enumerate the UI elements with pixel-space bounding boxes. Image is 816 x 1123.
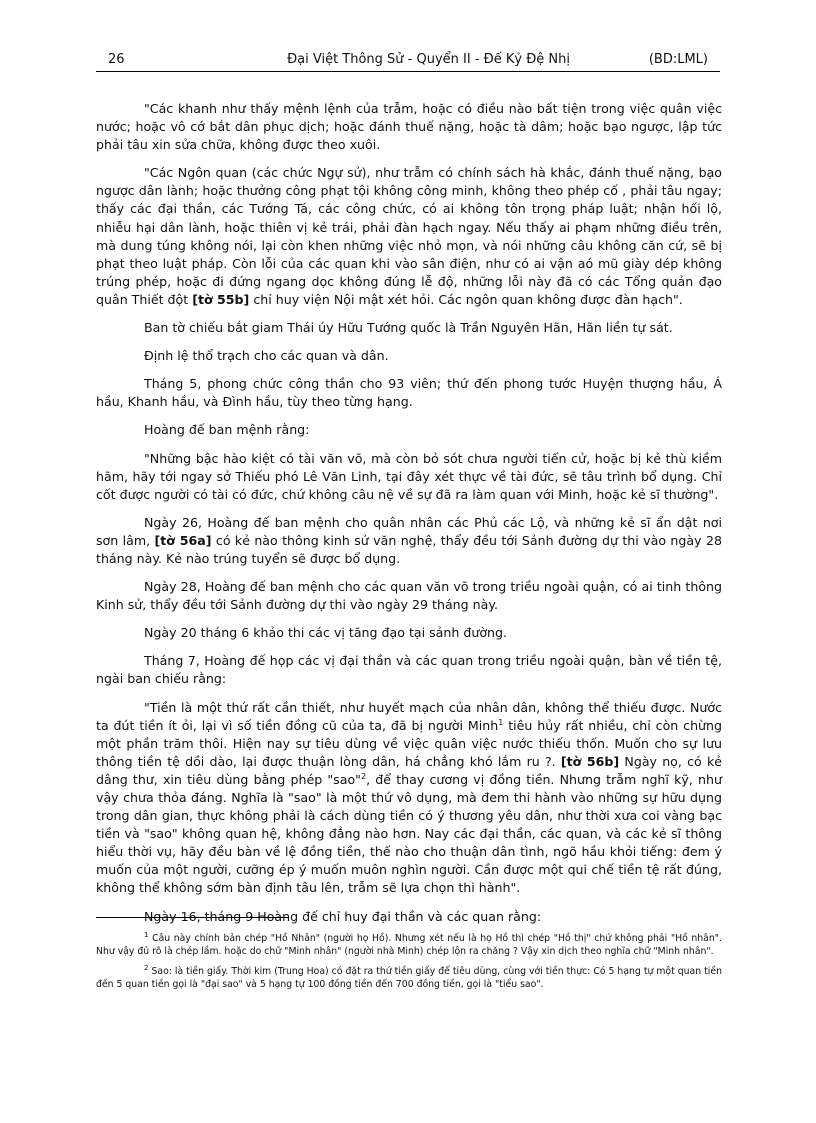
running-title: Đại Việt Thông Sử - Quyển II - Đế Kỷ Đệ Nhị — [287, 52, 570, 67]
paragraph: Ngày 28, Hoàng đế ban mệnh cho các quan văn võ trong triều ngoài quận, có ai tinh thông Kinh sử, thẩy đều tới Sảnh đường dự thi vào ngày 29 tháng này. — [96, 579, 722, 613]
paragraph: Tháng 7, Hoàng đế họp các vị đại thần và các quan trong triều ngoài quận, bàn về tiền tệ, ngài ban chiếu rằng: — [96, 653, 722, 687]
footnote — [96, 965, 722, 992]
paragraph: "Các khanh như thấy mệnh lệnh của trẫm, hoặc có điều nào bất tiện trong việc quân việc nước; hoặc vô cớ bắt dân phục dịch; hoặc đánh thuế nặng, hoặc tà dâm; hoặc bạo ngược, lập tức phải tâu xin sửa chữa, không được theo xuôi. — [96, 101, 722, 153]
page-header — [96, 52, 720, 72]
paragraph-text: chỉ huy viện Nội mật xét hỏi. Các ngôn quan không được đàn hạch". — [253, 291, 683, 307]
header-rule — [96, 71, 720, 72]
paragraph-text: Ngày 26, Hoàng đế ban mệnh cho quân nhân các Phủ các Lộ, và những kẻ sĩ ẩn dật nơi sơn lâm, — [96, 514, 722, 548]
paragraph — [96, 699, 722, 898]
paragraph-text: , để thay cương vị đồng tiền. Nhưng trẫm nghĩ kỹ, như vậy chưa thỏa đáng. Nghĩa là "sao" là một thứ vô dụng, mà đem thi hành vào những sự hữu dụng trong dân gian, thực không phải là cách dùng tiền có ý thương yêu dân, như thời xưa coi vàng bạc tiền và "sao" không quan hệ, không đẳng nào hơn. Nay các đại thần, các quan, và các kẻ sĩ thông hiểu thời vụ, hãy đều bàn về lệ đồng tiền, thế nào cho thuận dân tình, ngõ hầu khỏi tiếng: đem ý muốn của một người, cưỡng ép ý muốn muôn nghìn người. Cần được một qui chế tiền tệ rất đúng, không thể không sớm bàn định tâu lên, trẫm sẽ lựa chọn thi hành". — [96, 771, 722, 896]
paragraph — [96, 514, 722, 568]
paragraph: Ngày 20 tháng 6 khảo thi các vị tăng đạo tại sảnh đường. — [144, 625, 508, 641]
page-number: 26 — [108, 52, 125, 67]
footnotes — [96, 932, 722, 997]
footnote-number: 1 — [144, 930, 149, 939]
footnote-number: 2 — [144, 963, 149, 972]
paragraph: Hoàng đế ban mệnh rằng: — [144, 422, 310, 438]
footnote — [96, 932, 722, 959]
folio-reference: [tờ 55b] — [192, 291, 250, 307]
paragraph: Tháng 5, phong chức công thần cho 93 viên; thứ đến phong tước Huyện thượng hầu, Á hầu, Khanh hầu, và Đình hầu, tùy theo từng hạng. — [96, 376, 722, 410]
paragraph-text: "Tiền là một thứ rất cần thiết, như huyết mạch của nhân dân, không thể thiếu được. Nước ta đút tiền ít ỏi, lại vì số tiền đồng cũ của ta, đã bị người Minh — [96, 699, 722, 733]
footnote-text: Sao: là tiền giấy. Thời kim (Trung Hoa) có đặt ra thứ tiền giấy để tiêu dùng, cùng với tiền thực: Có 5 hạng tự một quan tiền đến 5 quan tiền gọi là "đại sao" và 5 hạng tự 100 đồng tiền đến 700 đồng tiền, gọi là "tiểu sao". — [96, 965, 722, 990]
paragraph-text: tiêu hủy rất nhiều, chỉ còn chừng một phần trăm thôi. Hiện nay sự tiêu dùng về việc quân việc nước thiếu thốn. Muốn cho sự lưu thông tiền tệ dồi dào, lại được thuận lòng dân, há chẳng khó lắm ru ?. — [96, 717, 723, 769]
footnote-text: Câu này chính bản chép "Hồ Nhân" (người họ Hồ). Nhưng xét nếu là họ Hồ thì chép "Hồ thị" chứ không phải "Hồ nhân". Như vậy đủ rõ là chép lầm. hoặc do chữ "Minh nhân" (người nhà Minh) chép lộn ra chăng ? Vậy xin dịch theo nghĩa chữ "Minh nhân". — [96, 933, 722, 958]
footnote-marker[interactable]: 1 — [498, 717, 504, 727]
paragraph-text: có kẻ nào thông kinh sử văn nghệ, thẩy đều tới Sảnh đường dự thi vào ngày 28 tháng này. Kẻ nào trúng tuyển sẽ được bổ dụng. — [96, 532, 722, 566]
body-text — [96, 100, 722, 936]
folio-reference: [tờ 56b] — [560, 753, 620, 769]
paragraph: Ngày 16, tháng 9 Hoàng đế chỉ huy đại thần và các quan rằng: — [144, 908, 542, 924]
folio-reference: [tờ 56a] — [154, 532, 212, 548]
paragraph-text: Ngày nọ, có kẻ dâng thư, xin tiêu dùng bằng phép "sao" — [96, 753, 722, 787]
document-code: (BD:LML) — [648, 52, 708, 67]
paragraph-text: "Các Ngôn quan (các chức Ngự sử), như trẫm có chính sách hà khắc, đánh thuế nặng, bạo ngược dân lành; hoặc thưởng công phạt tội không công minh, không theo phép cố , phải tâu ngay; thấy các đại thần, các Tướng Tá, các công chức, có ai không tôn trọng pháp luật; nhận hối lộ, nhiễu hại dân lành, hoặc thiên vị kẻ trái, phải đàn hạch ngay. Nếu thấy ai phạm những điều trên, mà dung túng không nói, lại còn khen những việc nhỏ mọn, và nói những câu không căn cứ, sẽ bị phạt theo luật pháp. Còn lỗi của các quan khi vào sân điện, như có ai vận aó mũ giày dép không trúng phép, hoặc đi đứng ngang dọc không đúng lễ độ, những lỗi này đã có các Tổng quản đạo quân Thiết đột — [96, 165, 722, 307]
paragraph — [96, 164, 722, 309]
paragraph: Ban tờ chiếu bắt giam Thái úy Hữu Tướng quốc là Trần Nguyên Hãn, Hãn liền tự sát. — [144, 320, 673, 336]
paragraph: Định lệ thổ trạch cho các quan và dân. — [144, 348, 389, 364]
footnote-separator — [96, 917, 288, 918]
footnote-marker[interactable]: 2 — [360, 771, 367, 781]
paragraph: "Những bậc hào kiệt có tài văn võ, mà còn bỏ sót chưa người tiến cử, hoặc bị kẻ thù kiềm hãm, hãy tới ngay sở Thiếu phó Lê Văn Linh, tại đây xét thực về tài đức, sẽ tâu trình bổ dụng. Chỉ cốt được người có tài có đức, chứ không câu nệ về sự đã ra làm quan với Minh, hoặc kẻ sĩ thường". — [96, 450, 722, 502]
